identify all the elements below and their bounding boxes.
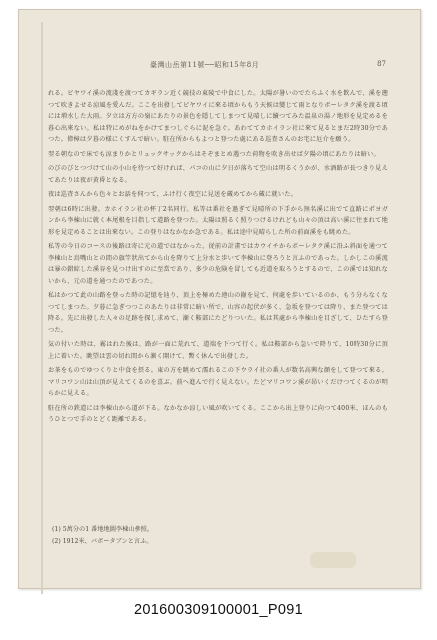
paragraph: のびのびとつづけて山の小山を待つて好ければ、パコの山に夕日が落ちて空山は明るくうかが、水酒路が長つきり見えてあたりは夜が黄昏となる。 bbox=[48, 165, 388, 184]
paragraph: 気の付いた時は、霧はれた後は、路が一面に荒れて、道端を下つて行く。私は鞍部から急いで降りて、10時30分に頂上に着いた。眺望は雲の切れ間から漸く開けて、暫く休んで出發した。 bbox=[48, 341, 388, 360]
paragraph: 私等の今日のコースの後路は寄に元の道ではなかった。従前の計畫ではカウイチからボーレタク溪に沿ふ斜面を通つて李棟山と鳥嘴山との間の旗竿狀出てから山を降りて上分水と歩いて李棟山に登ろうと言ふのであった。しかしこの溪流は暴の錯綜した溪谷を見つけ出すのに至當であり、多少の危険を冒しても近道を取ろうとするので、この溪では知れないから、元の道を通つたのであつた。 bbox=[48, 243, 388, 285]
page-stain bbox=[310, 552, 356, 568]
footnote: (2) 1912米、バボータブンと言ふ。 bbox=[52, 538, 153, 545]
page-header bbox=[46, 60, 386, 74]
paragraph: 夜は巡査さんから色々とお話を伺つて、ふけ行く夜空に見送を蔵めてから蔵に就いた。 bbox=[48, 191, 297, 198]
footnote: (1) 5萬分の1 番地地圖李棟山參照。 bbox=[52, 526, 154, 533]
running-head: 臺灣山岳第11號──昭和15年8月 bbox=[150, 61, 260, 69]
body-text bbox=[48, 88, 388, 429]
paragraph: 駐在所の鉄道には李棟山から道が下る。なかなか涼しい風が吹いてくる。ここから出上登りに向つて400米、ほんのもうひとつで手のとどく距離である。 bbox=[48, 404, 388, 423]
paragraph: 翌朝は6時に出發。カホイラン社の杯丁2名同行。私等は番社を過ぎて見晴所の下手から無名溪に出でて直路にポヨガンから李棟山に就く本尾根を目指して道路を登つた。太陽は照るく照りつけるけれども山々の頂は高い溪に往まれて地形を見定めることは出來ない。この登りはなかなか急である。私は途中見晴らした所の前面溪をも眺めた。 bbox=[48, 205, 388, 236]
page-number: 87 bbox=[377, 60, 386, 68]
archive-id-caption: 20160030910000​1_P091 bbox=[134, 602, 303, 618]
footnotes bbox=[52, 524, 372, 548]
page-inner-edge bbox=[41, 22, 43, 594]
paragraph: お茶をものでゆつくりと中食を摂る。東の方を眺めて濡れるこの下ウライ社の番人が数名高興な顔をして登つて來る。マリコワン山は山頂が見えてくるのを喜ぶ。前へ進んで行く見えない。たどマリコワン溪が昂いくだけつてくるのが明らかに見える。 bbox=[48, 367, 388, 397]
paragraph: れる。ビヤワイ溪の流淺を渡つてカギラン近く競技の東陵で中食にした。太陽が暑いのでたらふく水を飲んで、溪を遡つて吹きよせる涼風を愛んだ。ここを出發してビヤワイに來る頃からもう天候は變じて雨となりボーレタク溪を渡る頃には増水した大雨。夕立は方方の嶺にあたりの景色を隱してしまつて見晴しに續つてみた温泉の湯ノ地形を見定めるを暮心出來ない。私は特にめがねをかけてまつしぐらに泥を急ぐ。あわててカホイラン社に來て見るとまだ2時30分であつた。偉樟は夕暮の様にくすんで暗い。駐在所からもよつと登つた處にある巡査さんのお宅に厄介を願う。 bbox=[48, 90, 388, 143]
paragraph: 私はかつて此の山路を登った時の記憶を辿り、頂上を極めた連山の巓を見て、何處を歩いているのか、もう分らなくなつてしまつた。夕暮に急ぎつつこのあたりは非常に暗い所で、山容の起伏が多く、急坂を登つては降り、また登つては降る。先に出發した人々の足跡を探し求めて、漸く鞍部にたどりついた。私は其處から李棟山を目ざして、ひたすら登つた。 bbox=[48, 292, 388, 334]
paragraph: 翌る朝なので床でも涼まりかとリュックサックからはそぞまとめ遇つた荷物を吹き出せば夕陽の頃にあたりは暗い。 bbox=[48, 150, 380, 158]
